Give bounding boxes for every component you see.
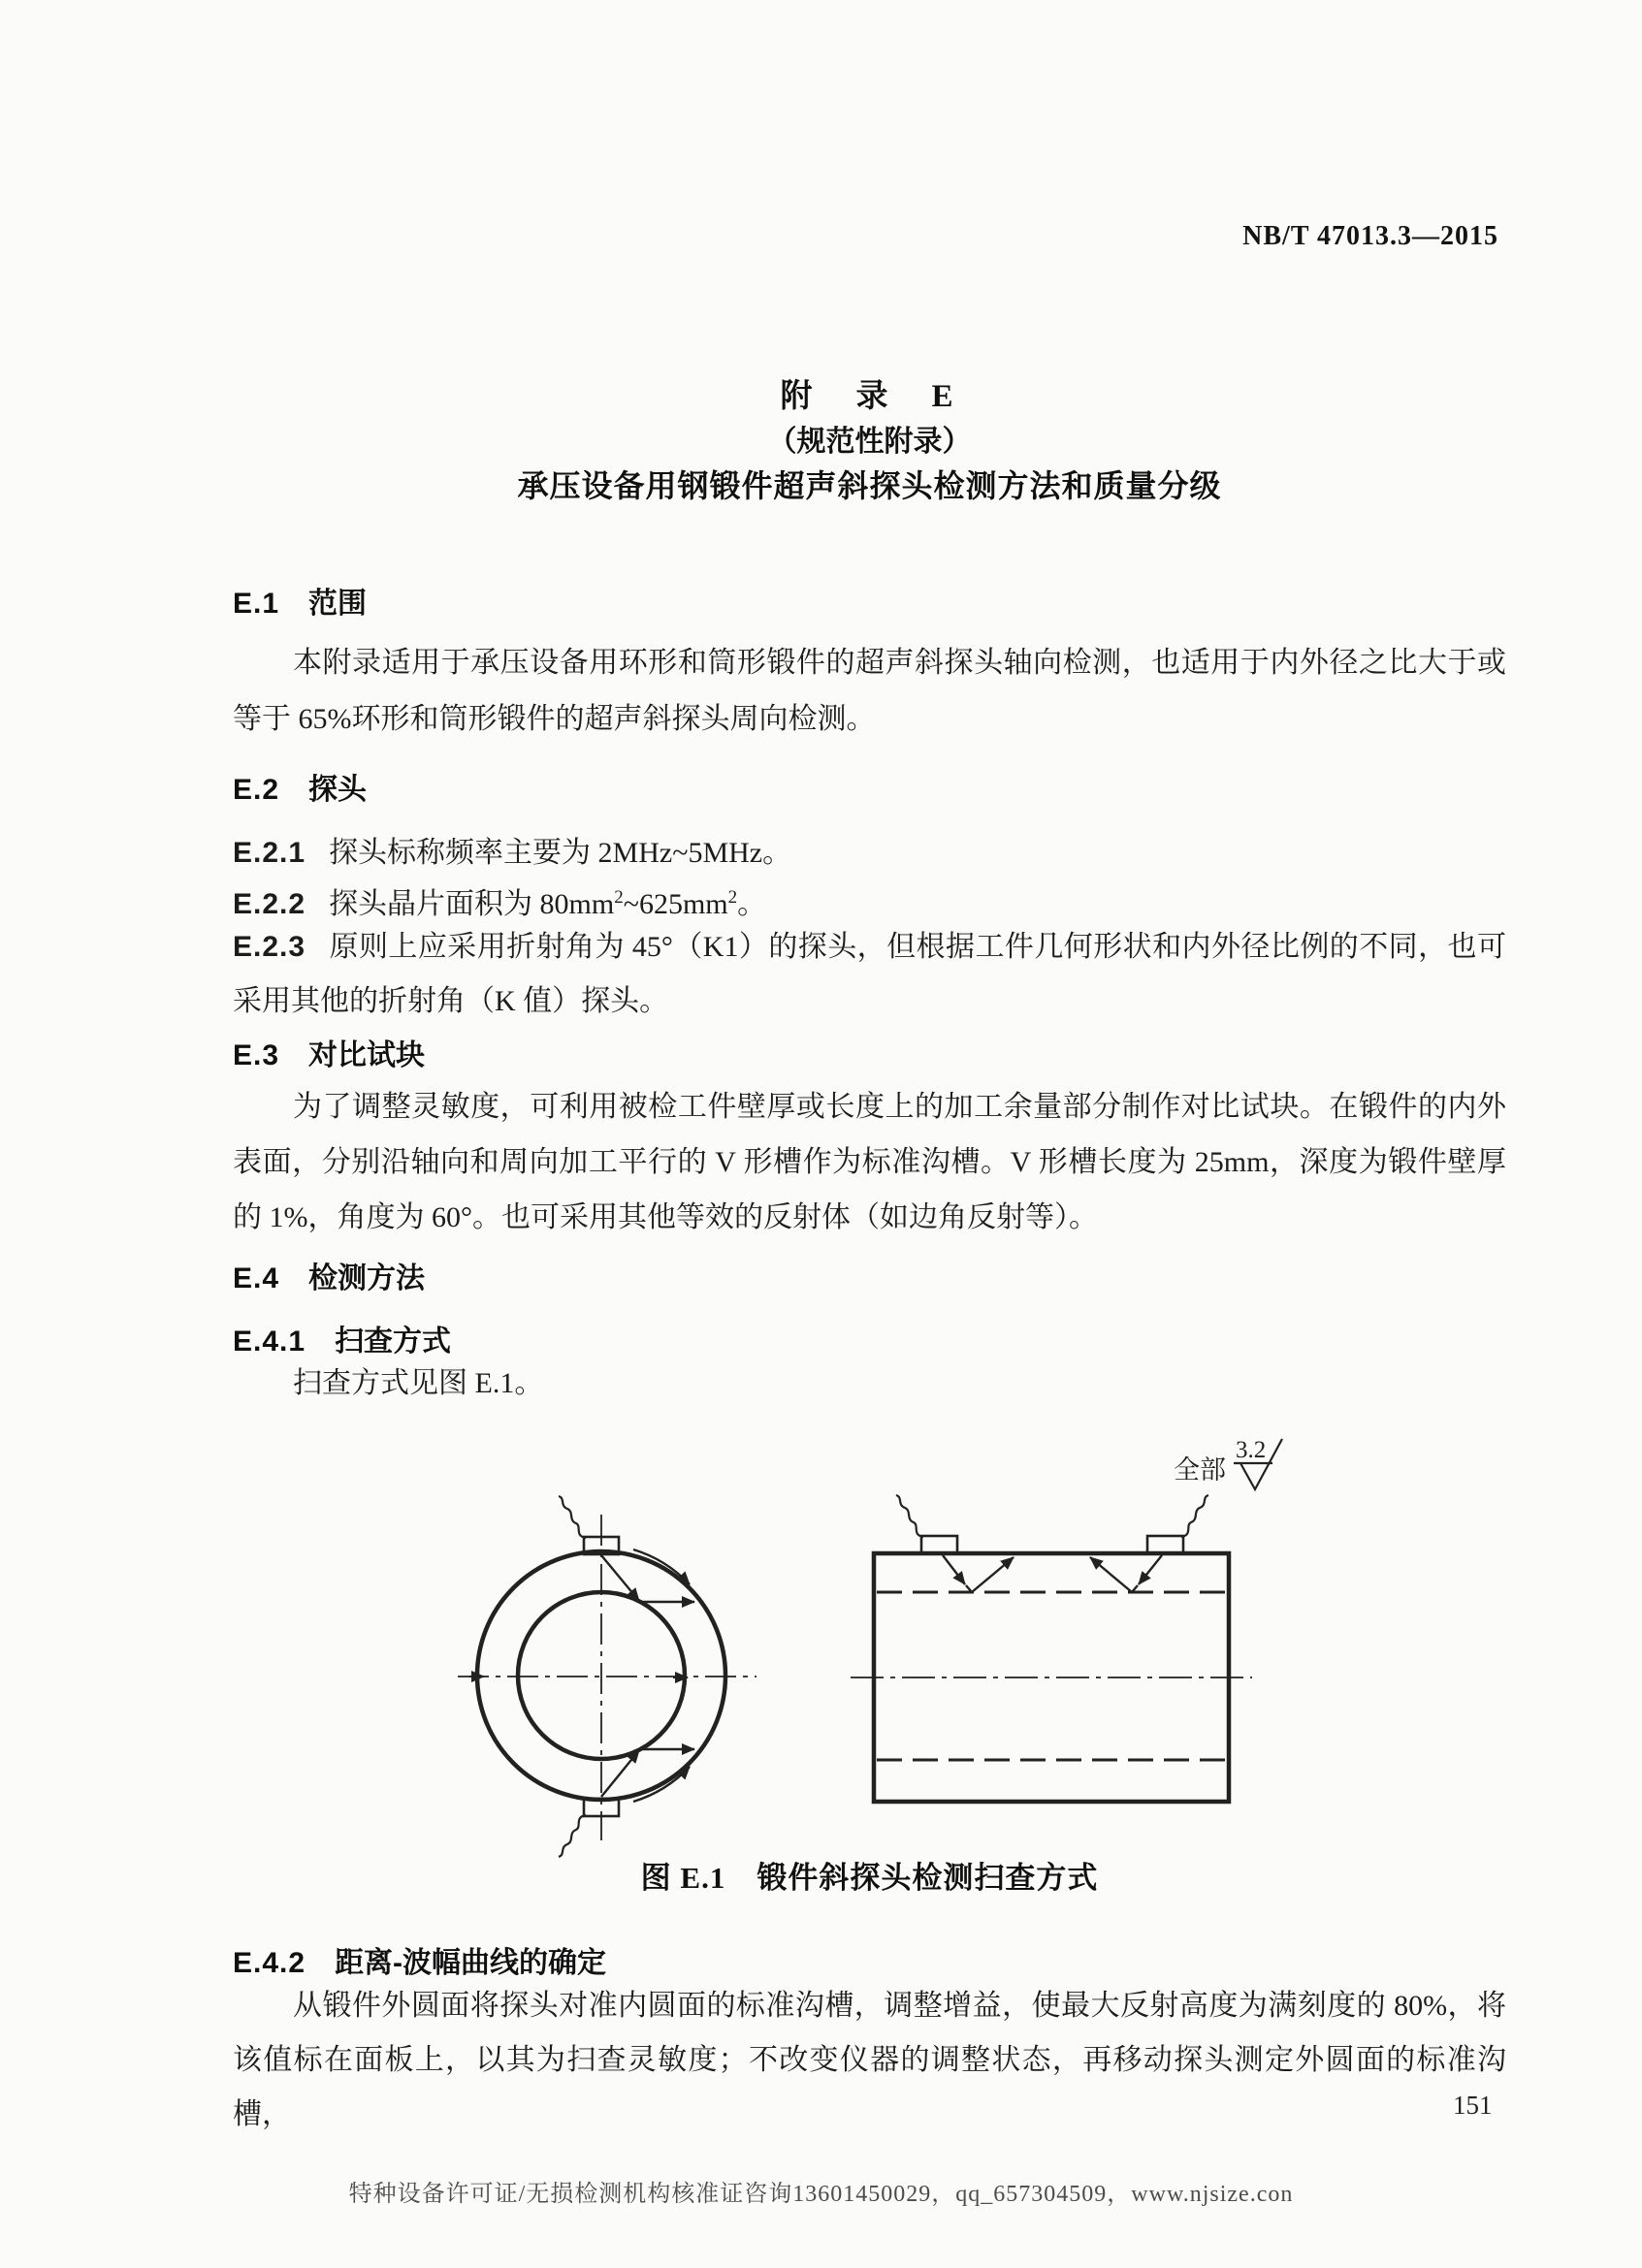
- cable-squiggle-icon: [559, 1496, 586, 1538]
- cable-squiggle-icon: [559, 1815, 586, 1857]
- cable-squiggle-icon: [1181, 1495, 1208, 1537]
- section-heading-e3: [233, 1031, 1506, 1073]
- roughness-value: 3.2: [1236, 1437, 1267, 1463]
- paragraph-e41: 扫查方式见图 E.1。: [293, 1367, 544, 1399]
- standard-number-header: NB/T 47013.3—2015: [1242, 221, 1498, 251]
- section-number: E.2: [233, 774, 280, 806]
- beam-arrow: [972, 1557, 1014, 1592]
- clause-number: E.4.2: [233, 1947, 306, 1979]
- appendix-title: 附 录 E: [780, 379, 959, 414]
- section-heading-e2: [233, 765, 1506, 808]
- clause-title: 距离-波幅曲线的确定: [335, 1947, 607, 1979]
- section-number: E.1: [233, 588, 280, 620]
- beam-arrow: [1139, 1555, 1162, 1584]
- cylinder-side-view-diagram: [851, 1495, 1252, 1802]
- section-title: 对比试块: [308, 1039, 426, 1071]
- clause-text: 探头标称频率主要为 2MHz~5MHz。: [329, 837, 792, 869]
- section-title: 范围: [308, 588, 368, 620]
- section-heading-e42: [233, 1938, 1506, 1981]
- section-title: 检测方法: [308, 1262, 426, 1294]
- probe: [1147, 1536, 1183, 1553]
- superscript: 2: [727, 887, 738, 908]
- clause-e21: [233, 826, 1506, 880]
- clause-number: E.2.3: [233, 931, 306, 963]
- clause-text: 原则上应采用折射角为 45°（K1）的探头，但根据工件几何形状和内外径比例的不同，也可采用其他的折射角（K 值）探头。: [233, 931, 1506, 1017]
- clause-text: 。: [737, 888, 767, 920]
- clause-title: 扫查方式: [335, 1326, 452, 1358]
- figure-e1-scanning-diagram: [0, 1406, 1642, 1862]
- section-number: E.3: [233, 1039, 280, 1071]
- appendix-subtitle: （规范性附录）: [767, 426, 972, 458]
- clause-text: ~625mm: [623, 888, 728, 920]
- paragraph-e1: 本附录适用于承压设备用环形和筒形锻件的超声斜探头轴向检测，也适用于内外径之比大于或等于 65%环形和筒形锻件的超声斜探头周向检测。: [233, 647, 1506, 735]
- beam-arrow: [943, 1555, 965, 1584]
- section-title: 探头: [308, 774, 368, 806]
- section-number: E.4: [233, 1262, 280, 1294]
- clause-number: E.2.1: [233, 837, 306, 869]
- surface-roughness-symbol: [1174, 1437, 1282, 1489]
- page-number: 151: [1453, 2091, 1493, 2120]
- section-heading-e4: [233, 1254, 1506, 1296]
- footer-watermark: 特种设备许可证/无损检测机构核准证咨询13601450029，qq_657304509，www.njsize.con: [348, 2182, 1294, 2207]
- probe: [921, 1536, 957, 1553]
- clause-e23: [233, 920, 1506, 1029]
- beam-arrow: [1090, 1557, 1132, 1592]
- superscript: 2: [614, 887, 624, 908]
- paragraph-e3: 为了调整灵敏度，可利用被检工件壁厚或长度上的加工余量部分制作对比试块。在锻件的内外表面，分别沿轴向和周向加工平行的 V 形槽作为标准沟槽。V 形槽长度为 25mm，深度为锻件壁厚的 1%，角度为 60°。也可采用其他等效的反射体（如边角反射等）。: [233, 1091, 1506, 1233]
- cable-squiggle-icon: [896, 1495, 923, 1537]
- section-heading-e1: [233, 579, 1506, 622]
- clause-text: 探头晶片面积为 80mm: [329, 888, 615, 920]
- figure-caption: 图 E.1 锻件斜探头检测扫查方式: [640, 1861, 1099, 1895]
- paragraph-e42: 从锻件外圆面将探头对准内圆面的标准沟槽，调整增益，使最大反射高度为满刻度的 80%，将该值标在面板上，以其为扫查灵敏度；不改变仪器的调整状态，再移动探头测定外圆面的标准沟槽，: [233, 1990, 1506, 2130]
- appendix-name: 承压设备用钢锻件超声斜探头检测方法和质量分级: [517, 468, 1222, 503]
- surface-all-label: 全部: [1174, 1455, 1226, 1485]
- clause-number: E.2.2: [233, 888, 306, 920]
- section-heading-e41: [233, 1317, 1506, 1359]
- clause-number: E.4.1: [233, 1326, 306, 1358]
- ring-cross-section-diagram: [458, 1496, 757, 1857]
